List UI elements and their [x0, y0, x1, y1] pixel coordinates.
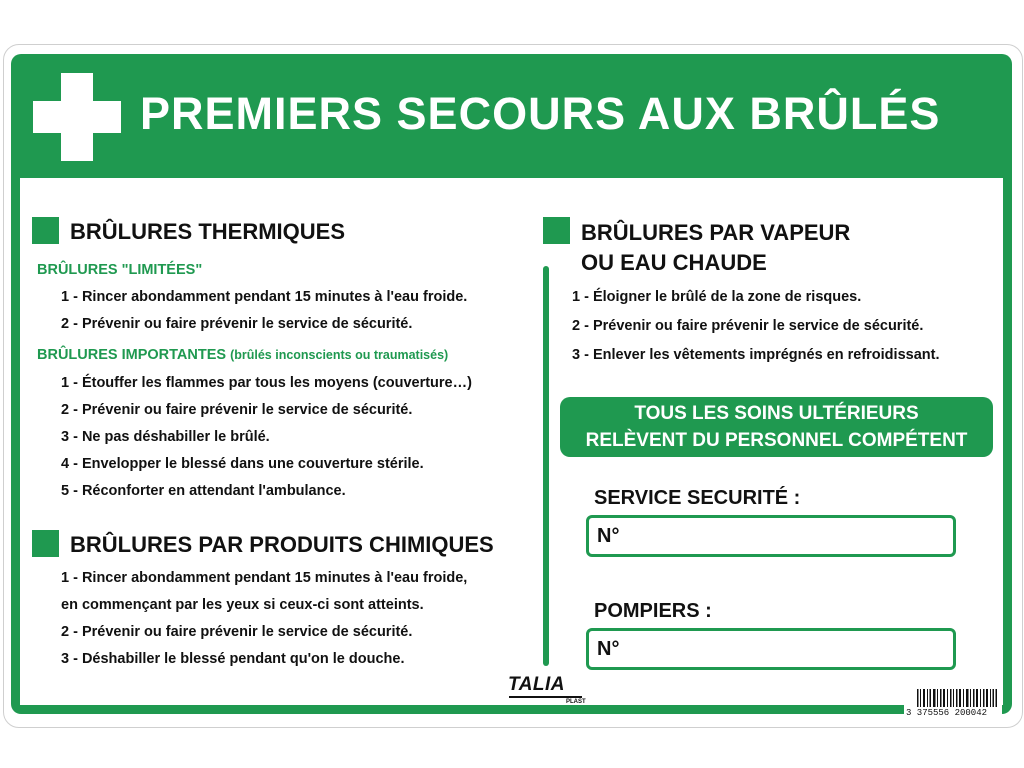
- steam-heading-line1: BRÛLURES PAR VAPEUR: [581, 220, 851, 245]
- list-item: 5 - Réconforter en attendant l'ambulance.: [61, 483, 346, 499]
- firefighters-number-field: N°: [586, 628, 956, 670]
- page-title: PREMIERS SECOURS AUX BRÛLÉS: [140, 88, 941, 139]
- list-item: 3 - Enlever les vêtements imprégnés en refroidissant.: [572, 347, 940, 363]
- care-banner: [560, 397, 993, 457]
- list-item: 2 - Prévenir ou faire prévenir le service de sécurité.: [61, 624, 413, 640]
- important-heading: [37, 347, 448, 363]
- thermal-heading: BRÛLURES THERMIQUES: [70, 219, 346, 244]
- barcode-bars-icon: [917, 689, 997, 707]
- important-note: (brûlés inconscients ou traumatisés): [230, 348, 449, 362]
- list-item: 3 - Déshabiller le blessé pendant qu'on le douche.: [61, 651, 405, 667]
- brand-logo-sub: PLAST: [566, 699, 586, 705]
- security-label: SERVICE SECURITÉ :: [594, 487, 801, 509]
- brand-logo-underline: [509, 696, 582, 698]
- list-item: en commençant par les yeux si ceux-ci sont atteints.: [61, 597, 424, 613]
- first-aid-cross-icon-bar: [33, 101, 121, 133]
- list-item: 3 - Ne pas déshabiller le brûlé.: [61, 429, 270, 445]
- list-item: 1 - Rincer abondamment pendant 15 minutes à l'eau froide,: [61, 570, 468, 586]
- chemical-heading: BRÛLURES PAR PRODUITS CHIMIQUES: [70, 532, 494, 557]
- list-item: 1 - Étouffer les flammes par tous les moyens (couverture…): [61, 375, 472, 391]
- important-heading-text: BRÛLURES IMPORTANTES: [37, 347, 227, 363]
- brand-logo: TALIA: [508, 674, 566, 695]
- list-item: 2 - Prévenir ou faire prévenir le service de sécurité.: [61, 402, 413, 418]
- barcode-digits: 3 375556 200042: [906, 708, 988, 718]
- firefighters-label: POMPIERS :: [594, 600, 712, 622]
- list-item: 2 - Prévenir ou faire prévenir le service de sécurité.: [572, 318, 924, 334]
- list-item: 1 - Éloigner le brûlé de la zone de risques.: [572, 289, 862, 305]
- care-banner-line2: RELÈVENT DU PERSONNEL COMPÉTENT: [585, 430, 968, 451]
- section-marker-icon: [543, 217, 570, 244]
- care-banner-line1: TOUS LES SOINS ULTÉRIEURS: [634, 403, 919, 424]
- list-item: 4 - Envelopper le blessé dans une couverture stérile.: [61, 456, 424, 472]
- list-item: 2 - Prévenir ou faire prévenir le service de sécurité.: [61, 316, 413, 332]
- section-marker-icon: [32, 530, 59, 557]
- limited-heading: BRÛLURES "LIMITÉES": [37, 262, 203, 278]
- list-item: 1 - Rincer abondamment pendant 15 minutes à l'eau froide.: [61, 289, 468, 305]
- column-divider: [543, 266, 549, 666]
- steam-heading-line2: OU EAU CHAUDE: [581, 250, 767, 275]
- security-number-field: N°: [586, 515, 956, 557]
- section-marker-icon: [32, 217, 59, 244]
